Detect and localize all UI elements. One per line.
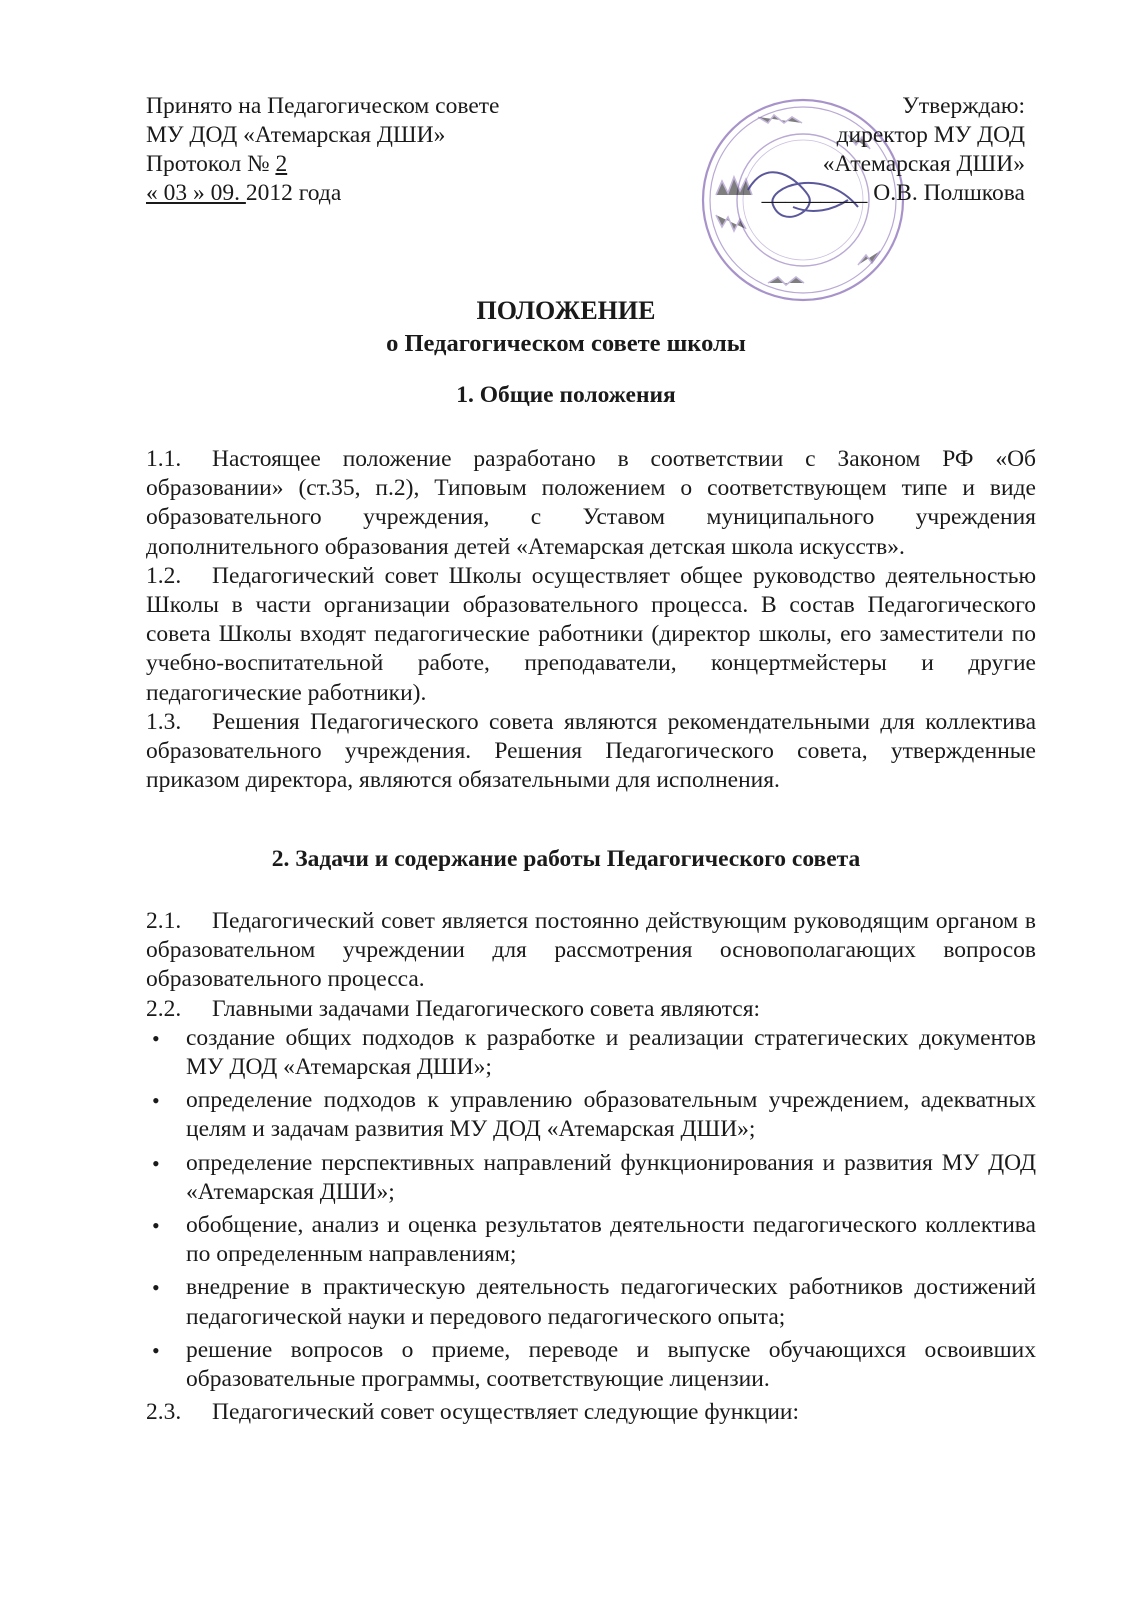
adoption-date-day: « 03 » 09.: [146, 180, 246, 206]
paragraph-2-3: [146, 1398, 1036, 1427]
document-title: ПОЛОЖЕНИЕ: [476, 296, 656, 325]
paragraph-number: 2.2.: [146, 995, 182, 1022]
paragraph-text: Главными задачами Педагогического совета являются:: [212, 995, 761, 1022]
paragraph-text: Решения Педагогического совета являются рекомендательными для коллектива образовательного учреждения. Решения Педагогического совета, утвержденные приказом директора, являются обязательными для исполнения.: [146, 708, 1036, 794]
list-item: • создание общих подходов к разработке и реализации стратегических документов МУ ДОД «Атемарская ДШИ»;: [146, 1024, 1036, 1082]
adoption-date-year: 2012 года: [245, 180, 342, 206]
signature-blank: _________: [761, 180, 868, 206]
adoption-date: [146, 179, 499, 208]
approval-signature-line: [762, 179, 1025, 208]
section-2-heading: 2. Задачи и содержание работы Педагогического совета: [271, 846, 861, 872]
approval-line-1: Утверждаю:: [902, 93, 1025, 119]
paragraph-text: Настоящее положение разработано в соответствии с Законом РФ «Об образовании» (ст.35, п.2), Типовым положением о соответствующем типе и виде образовательного учреждения, с Уставом муниципального учреждения дополнительного образования детей «Атемарская детская школа искусств».: [146, 446, 1036, 560]
document-subtitle: о Педагогическом совете школы: [386, 330, 746, 357]
paragraph-1-3: [146, 708, 1036, 796]
list-item: • определение подходов к управлению образовательным учреждением, адекватных целям и задачам развития МУ ДОД «Атемарская ДШИ»;: [146, 1086, 1036, 1144]
section-1-body: [146, 445, 1036, 795]
approval-line-3: «Атемарская ДШИ»: [822, 151, 1025, 177]
protocol-label: Протокол №: [146, 151, 276, 177]
tasks-list: [146, 1024, 1036, 1394]
approval-line-2: директор МУ ДОД: [836, 122, 1025, 148]
adoption-line-2: МУ ДОД «Атемарская ДШИ»: [146, 122, 446, 148]
list-item: • обобщение, анализ и оценка результатов деятельности педагогического коллектива по определенным направлениям;: [146, 1211, 1036, 1269]
protocol-number: 2: [275, 151, 288, 177]
adoption-line-1: Принято на Педагогическом совете: [146, 93, 500, 119]
adoption-block: [146, 92, 499, 208]
paragraph-number: 1.3.: [146, 708, 182, 735]
approval-block: [762, 92, 1025, 208]
paragraph-text: Педагогический совет является постоянно действующим руководящим органом в образовательном учреждении для рассмотрения основополагающих вопросов образовательного процесса.: [146, 908, 1036, 993]
list-item: • определение перспективных направлений функционирования и развития МУ ДОД «Атемарская ДШИ»;: [146, 1149, 1036, 1207]
section-2-body: [146, 907, 1036, 1427]
paragraph-text: Педагогический совет осуществляет следующие функции:: [212, 1399, 799, 1426]
list-item: • решение вопросов о приеме, переводе и выпуске обучающихся освоивших образовательные программы, соответствующие лицензии.: [146, 1336, 1036, 1394]
paragraph-number: 2.3.: [146, 1399, 182, 1426]
paragraph-text: Педагогический совет Школы осуществляет общее руководство деятельностью Школы в части организации образовательного процесса. В состав Педагогического совета Школы входят педагогические работники (директор школы, его заместители по учебно-воспитательной работе, преподаватели, концертмейстеры и другие педагогические работники).: [146, 562, 1036, 706]
paragraph-1-2: [146, 562, 1036, 708]
paragraph-2-1: [146, 907, 1036, 995]
paragraph-number: 1.2.: [146, 562, 182, 589]
list-item: • внедрение в практическую деятельность педагогических работников достижений педагогической науки и передового педагогического опыта;: [146, 1273, 1036, 1331]
section-1-heading: 1. Общие положения: [456, 382, 676, 408]
paragraph-number: 2.1.: [146, 908, 182, 934]
director-name: О.В. Полшкова: [867, 180, 1025, 206]
paragraph-2-2: [146, 995, 1036, 1024]
protocol-line: [146, 150, 499, 179]
paragraph-1-1: [146, 445, 1036, 562]
paragraph-number: 1.1.: [146, 446, 182, 472]
